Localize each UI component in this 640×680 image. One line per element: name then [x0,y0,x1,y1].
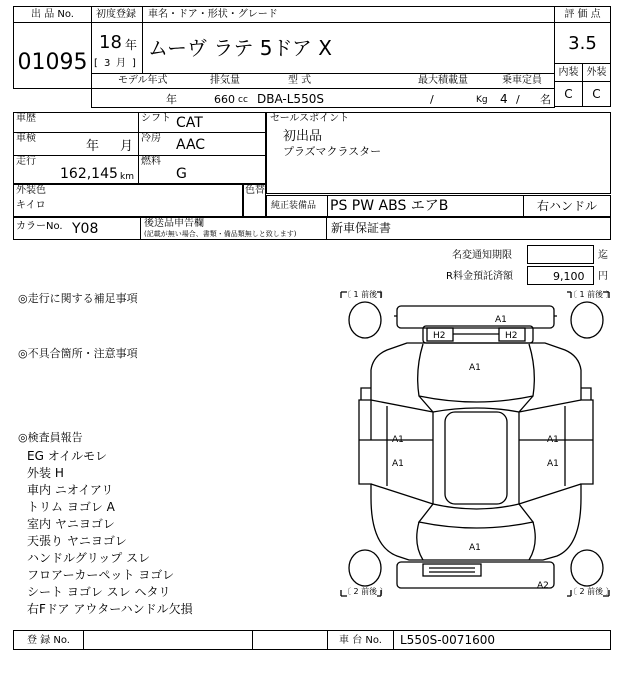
sales-point-1: 初出品 [283,129,323,144]
ac-label: 冷房 [141,133,161,144]
mark-lamp-right: H2 [505,331,518,341]
exterior-color-label: 外装色 [16,185,46,196]
reg-no-label: 登 録 No. [27,635,70,646]
name-change-box [527,245,594,264]
capacity-label: 乗車定員 [502,75,542,86]
sales-points-label: セールスポイント [270,113,350,124]
mark-lamp-left: H2 [433,331,446,341]
displacement-label: 排気量 [210,75,240,86]
warranty-value: 新車保証書 [331,221,392,235]
driving-notes-label: ◎走行に関する補足事項 [18,292,138,305]
color-change-divider [242,184,244,217]
model-year-unit: 年 [166,93,177,106]
mark-back-door: A1 [469,543,481,553]
mark-front-bumper: A1 [495,315,507,325]
inspector-line: 天張り ヤニヨゴレ [27,534,127,548]
first-reg-year-unit: 年 [125,38,138,52]
displacement-unit: cc [238,95,248,105]
inspector-line: 車内 ニオイアリ [27,483,114,497]
color-no-value: Y08 [72,221,99,237]
car-name-value: ムーヴ ラテ 5ドア X [148,36,332,60]
first-reg-month-bracket-end: ] [132,58,136,69]
first-reg-month-bracket: [ [94,58,98,69]
first-reg-year: 18 [99,32,122,53]
capacity-value: 4 [500,92,508,106]
max-load-unit: Kg [476,95,488,105]
inspector-line: 右Fドア アウターハンドル欠損 [27,602,193,616]
exterior-color-box [13,184,266,217]
handle-value: 右ハンドル [536,199,597,213]
interior-label: 内装 [558,67,579,78]
mark-left-rear-door: A1 [392,459,404,469]
mark-hood: A1 [469,363,481,373]
equipment-value: PS PW ABS エアB [330,198,449,214]
displacement-value: 660 [214,93,235,106]
car-damage-diagram [337,288,617,626]
rating-label: 評 価 点 [564,9,601,20]
inspector-report-label: ◎検査員報告 [18,431,83,444]
max-load-sep: / [430,93,434,106]
mark-left-front-door: A1 [392,435,404,445]
first-reg-month: 3 [104,58,111,69]
car-name-label: 車名・ドア・形状・グレード [148,9,278,20]
inspector-line: シート ヨゴレ スレ ヘタリ [27,585,171,599]
exterior-grade: C [592,87,601,101]
mileage-unit: km [120,172,134,182]
model-year-label: モデル年式 [118,75,168,86]
capacity-unit: 名 [540,93,551,106]
rear-items-note: (記載が無い場合、書類・備品類無しと致します) [144,230,297,238]
inspector-line: フロアーカーペット ヨゴレ [27,568,175,582]
model-code-value: DBA-L550S [257,92,324,106]
rear-right-wheel-tag: 〔 2 前後 〕 [569,587,614,596]
recycle-label: R料金預託済額 [446,271,513,282]
ac-value: AAC [176,137,206,153]
fuel-label: 燃料 [141,156,161,167]
inspection-month-unit: 月 [120,139,134,154]
rating-value: 3.5 [568,33,597,54]
recycle-unit: 円 [598,271,608,282]
exterior-color-value: キイロ [16,200,46,211]
inspector-line: 外装 H [27,466,64,480]
front-right-wheel-tag: 〔 1 前後 〕 [569,290,614,299]
reg-no-extra-box [252,630,328,650]
color-change-label: 色替 [245,185,265,196]
rear-items-label: 後送品申告欄 [144,218,204,229]
name-change-label: 名変通知期限 [452,250,512,261]
inspector-report-list [27,447,247,617]
shift-label: シフト [141,113,171,124]
exterior-label: 外装 [586,67,607,78]
reg-no-box [83,630,253,650]
rear-left-wheel-tag: 〔 2 前後 〕 [343,587,388,596]
interior-grade: C [564,87,573,101]
inspector-line: EG オイルモレ [27,449,108,463]
front-left-wheel-tag: 〔 1 前後 〕 [343,290,388,299]
mark-right-rear-door: A1 [547,459,559,469]
inspection-label: 車検 [16,133,36,144]
first-reg-label: 初度登録 [96,9,136,20]
inspector-line: ハンドルグリップ スレ [27,551,151,565]
chassis-value: L550S-0071600 [400,633,495,647]
recycle-value: 9,100 [553,270,585,283]
inspector-line: 室内 ヤニヨゴレ [27,517,115,531]
first-reg-month-label: 月 [116,58,126,69]
defects-label: ◎不具合箇所・注意事項 [18,347,138,360]
mark-right-front-door: A1 [547,435,559,445]
max-load-label: 最大積載量 [418,75,468,86]
inspection-year-unit: 年 [86,139,100,154]
chassis-label: 車 台 No. [339,635,382,646]
shift-value: CAT [176,115,203,131]
mileage-label: 走行 [16,156,36,167]
type-label: 型 式 [288,75,312,86]
equipment-label: 純正装備品 [271,201,317,211]
name-change-unit: 迄 [598,250,608,261]
history-label: 車歴 [16,113,36,124]
lot-no-label: 出 品 No. [31,9,74,20]
mileage-value: 162,145 [60,166,118,182]
mark-rear-bumper: A2 [537,581,549,591]
lot-no-value: 01095 [17,50,88,75]
color-no-label: カラーNo. [16,221,63,232]
fuel-value: G [176,166,187,182]
capacity-sep: / [516,93,520,106]
sales-point-2: プラズマクラスター [283,145,382,158]
inspector-line: トリム ヨゴレ A [27,500,115,514]
